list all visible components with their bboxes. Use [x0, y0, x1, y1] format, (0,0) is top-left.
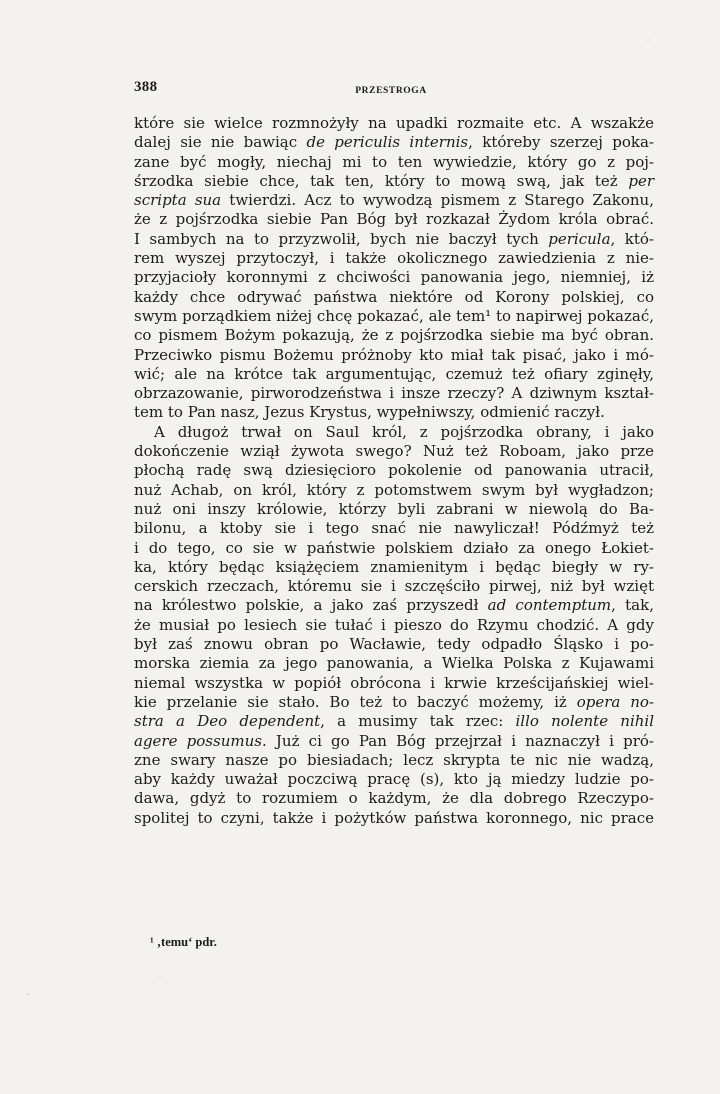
running-head [0, 86, 720, 96]
text-line: Przeciwko pismu Bożemu próżnoby kto miał tak pisać, jako i mó- [134, 345, 654, 364]
text-line: stra a Deo dependent, a musimy tak rzec: illo nolente nihil [134, 712, 655, 731]
text-line: był zaś znowu obran po Wacławie, tedy odpadło Śląsko i po- [134, 635, 654, 654]
text-line: co pismem Bożym pokazują, że z pojśrzodka siebie ma być obran. [134, 326, 654, 345]
text-line: wić; ale na krótce tak argumentując, czemuż też ofiary zginęły, [134, 364, 654, 383]
speck [647, 39, 648, 40]
footnote: ¹ ‚temu‘ pdr. [150, 935, 217, 949]
text-line: cerskich rzeczach, któremu sie i szczęściło pirwej, niż był wzięt [134, 577, 654, 596]
text-line: swym porządkiem niżej chcę pokazać, ale tem¹ to napirwej pokazać, [134, 306, 654, 325]
page-number: 388 [134, 79, 158, 95]
text-line: A długoż trwał on Saul król, z pojśrzodka obrany, i jako [154, 422, 654, 441]
text-line: kie przelanie sie stało. Bo też to baczyć możemy, iż opera no- [134, 692, 654, 711]
text-line: morska ziemia za jego panowania, a Wielka Polska z Kujawami [134, 654, 654, 673]
text-line: zane być mogły, niechaj mi to ten wywiedzie, który go z poj- [134, 152, 654, 171]
text-line: że musiał po lesiech sie tułać i pieszo do Rzymu chodzić. A gdy [134, 615, 654, 634]
text-line: ka, który będąc książęciem znamienitym i będąc biegły w ry- [134, 557, 654, 576]
text-line: na królestwo polskie, a jako zaś przyszedł ad contemptum, tak, [134, 596, 654, 615]
text-line: agere possumus. Już ci go Pan Bóg przejrzał i naznaczył i pró- [134, 731, 654, 750]
body-text [134, 114, 654, 828]
text-line: przyjacioły koronnymi z chciwości panowania jego, niemniej, iż [134, 268, 654, 287]
text-line: bilonu, a ktoby sie i tego snać nie nawyliczał! Pódźmyż też [134, 519, 654, 538]
text-line: scripta sua twierdzi. Acz to wywodzą pismem z Starego Zakonu, [134, 191, 654, 210]
text-line: śrzodka siebie chce, tak ten, który to mową swą, jak też per [134, 171, 654, 190]
text-line: spolitej to czyni, także i pożytków państwa koronnego, nic prace [134, 808, 654, 827]
text-line: każdy chce odrywać państwa niektóre od Korony polskiej, co [134, 287, 654, 306]
text-line: że z pojśrzodka siebie Pan Bóg był rozkazał Żydom króla obrać. [134, 210, 654, 229]
text-line: nuż oni inszy królowie, którzy byli zabrani w niewolą do Ba- [134, 499, 654, 518]
text-line: dalej sie nie bawiąc de periculis internis, któreby szerzej poka- [134, 133, 654, 152]
text-line: I sambych na to przyzwolił, bych nie baczył tych pericula, któ- [134, 229, 654, 248]
text-line: nuż Achab, on król, który z potomstwem swym był wygładzon; [134, 480, 654, 499]
text-line: zne swary nasze po biesiadach; lecz skrypta te nic nie wadzą, [134, 750, 654, 769]
speck [27, 993, 29, 995]
text-line: aby każdy uważał poczciwą pracę (s), kto ją miedzy ludzie po- [134, 770, 654, 789]
text-line: tem to Pan nasz, Jezus Krystus, wypełniwszy, odmienić raczył. [134, 403, 605, 422]
text-line: obrzazowanie, pirworodzeństwa i insze rzeczy? A dziwnym kształ- [134, 384, 654, 403]
text-line: i do tego, co sie w państwie polskiem działo za onego Łokiet- [134, 538, 654, 557]
running-head-title: PRZESTROGA [355, 86, 427, 96]
text-line: płochą radę swą dziesięcioro pokolenie od panowania utracił, [134, 461, 654, 480]
text-line: niemal wszystka w popiół obrócona i krwie krześcijańskiej wiel- [134, 673, 654, 692]
text-line: dawa, gdyż to rozumiem o każdym, że dla dobrego Rzeczypo- [134, 789, 654, 808]
text-line: rem wyszej przytoczył, i także okolicznego zawiedzienia z nie- [134, 249, 654, 268]
text-line: dokończenie wziął żywota swego? Nuż też Roboam, jako prze [134, 442, 654, 461]
speck [159, 977, 160, 978]
text-line: które sie wielce rozmnożyły na upadki rozmaite etc. A wszakże [134, 114, 654, 132]
